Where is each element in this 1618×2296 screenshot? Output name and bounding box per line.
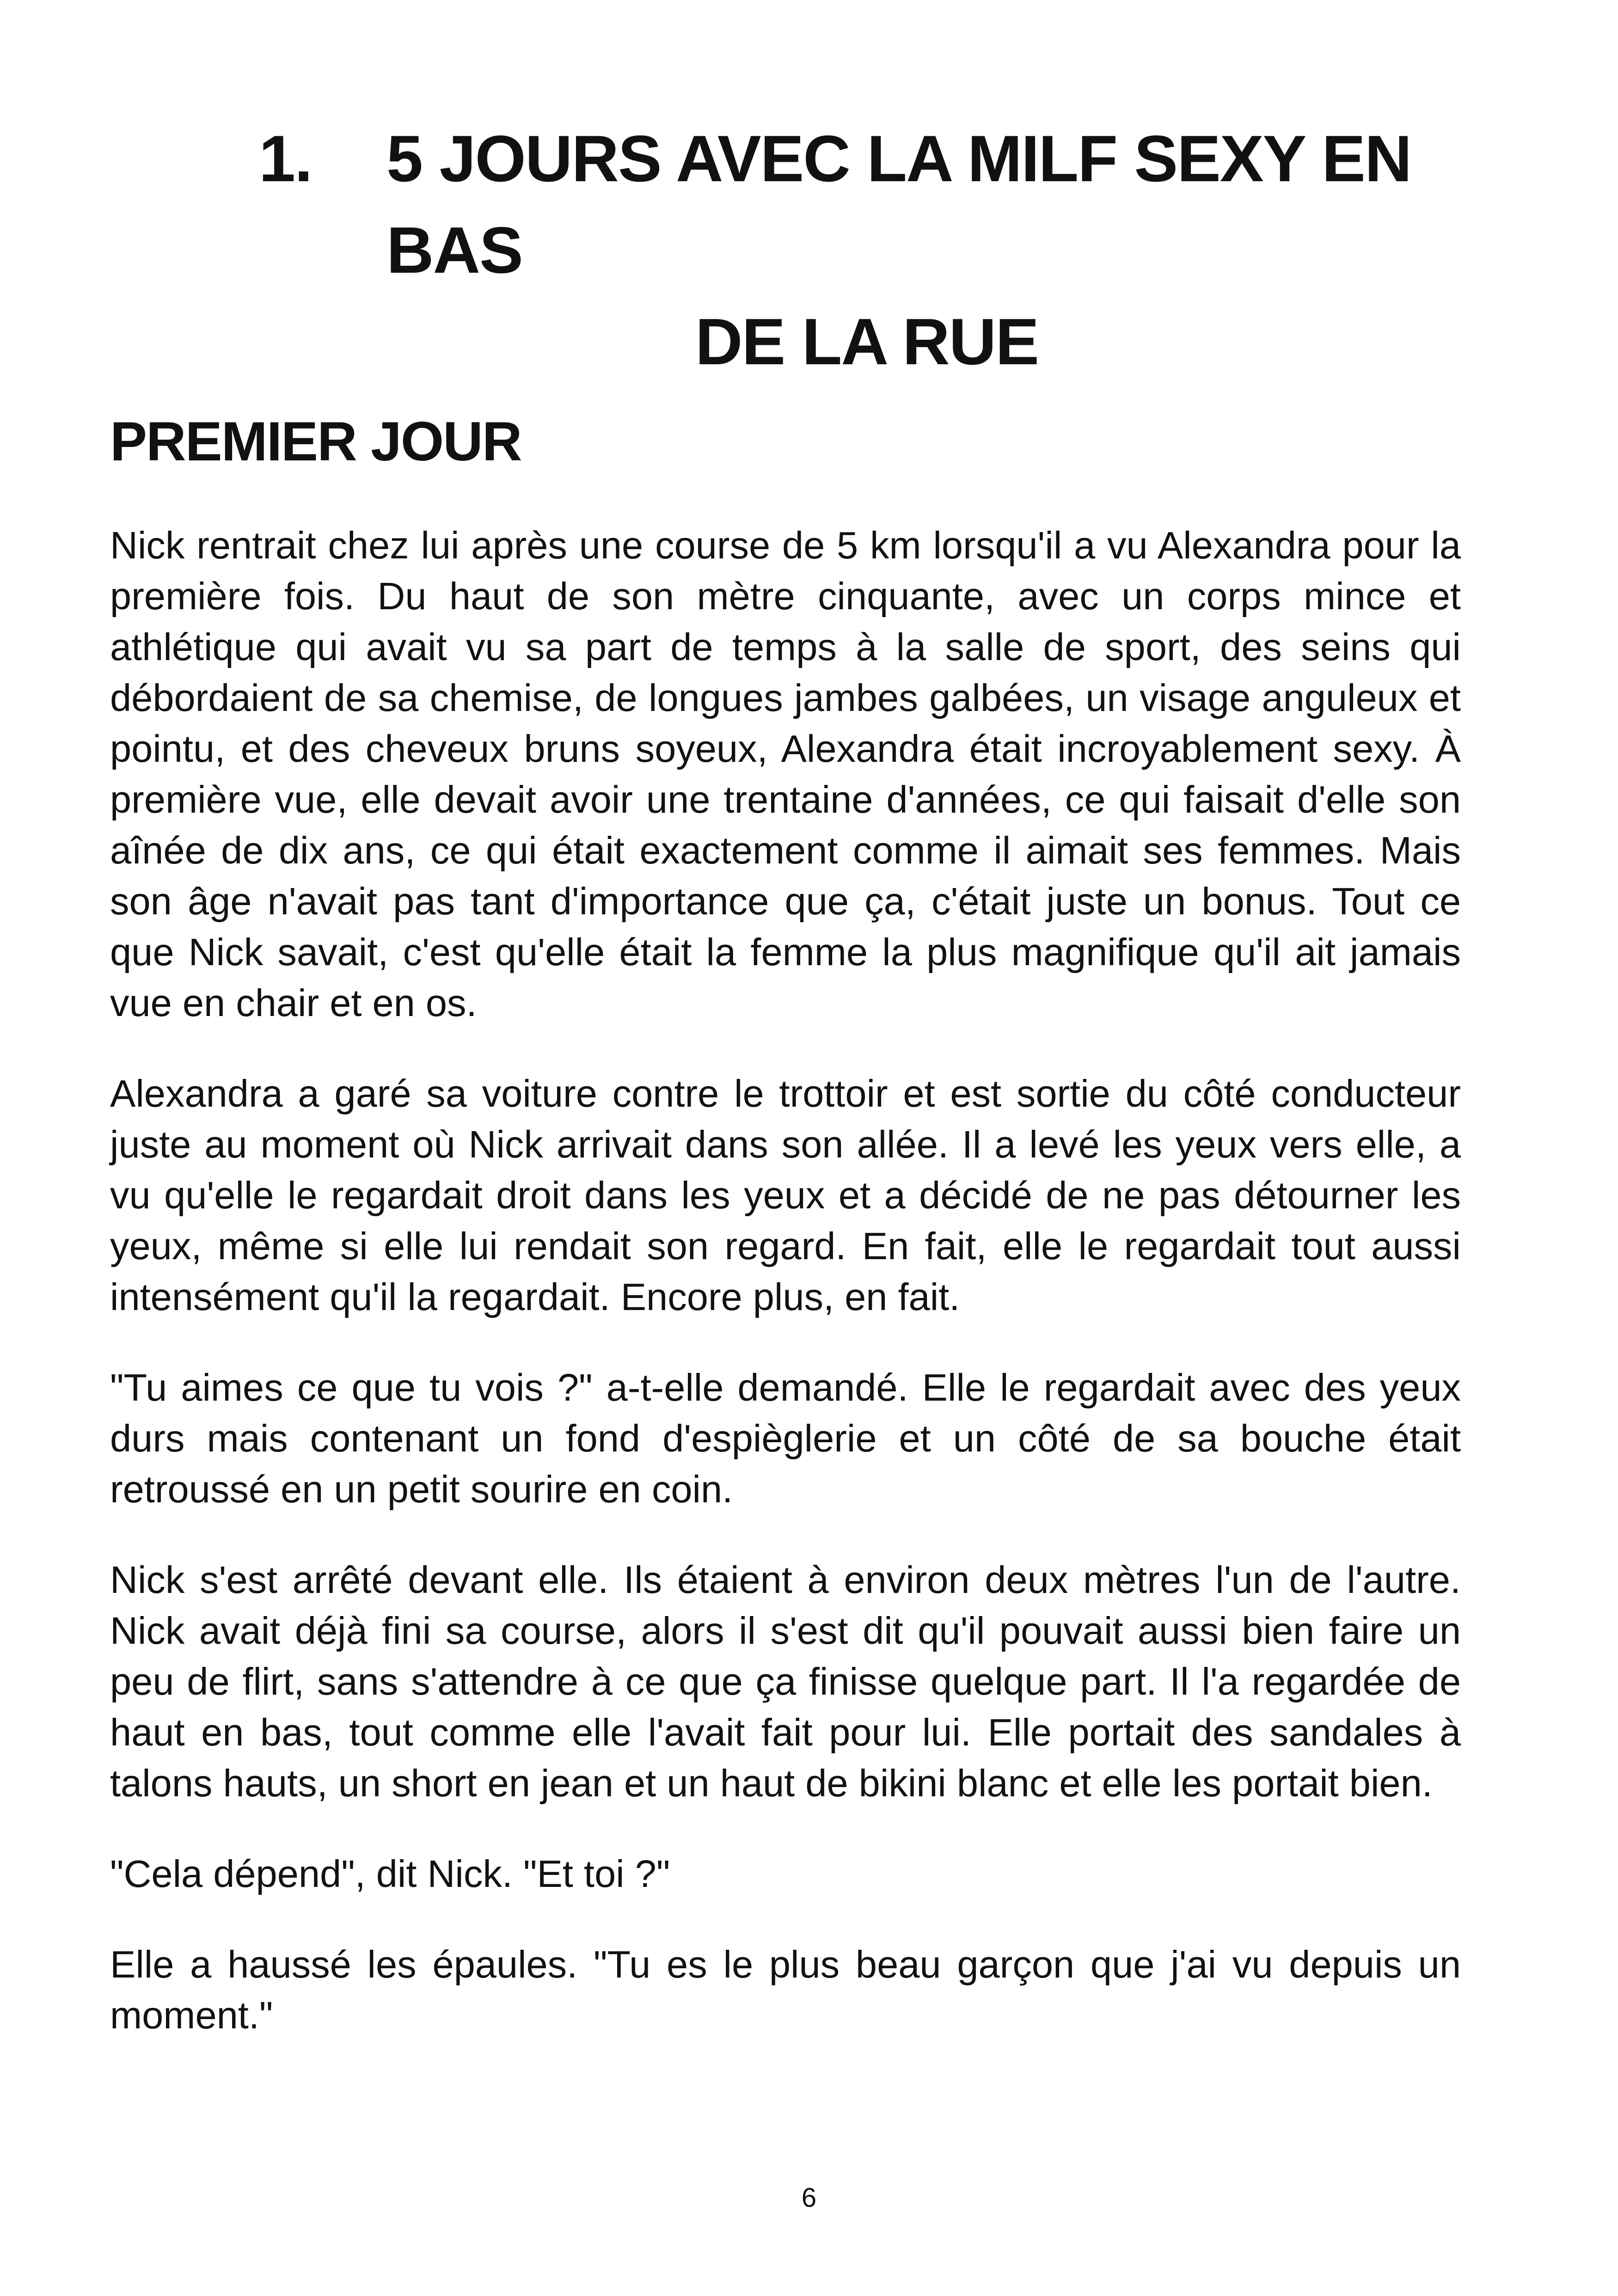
paragraph: Nick rentrait chez lui après une course de 5 km lorsqu'il a vu Alexandra pour la première fois. Du haut de son mètre cinquante, avec un corps mince et athlétique qui avait vu sa part de temps à la salle de sport, des seins qui débordaient de sa chemise, de longues jambes galbées, un visage anguleux et pointu, et des cheveux bruns soyeux, Alexandra était incroyablement sexy. À première vue, elle devait avoir une trentaine d'années, ce qui faisait d'elle son aînée de dix ans, ce qui était exactement comme il aimait ses femmes. Mais son âge n'avait pas tant d'importance que ça, c'était juste un bonus. Tout ce que Nick savait, c'est qu'elle était la femme la plus magnifique qu'il ait jamais vue en chair et en os. <box>110 524 1461 1024</box>
chapter-title <box>259 113 1470 388</box>
section-heading: PREMIER JOUR <box>110 410 521 472</box>
chapter-title-line-2: DE LA RUE <box>695 305 1038 379</box>
chapter-number: 1. <box>259 122 312 196</box>
chapter-title-text-1: 5 JOURS AVEC LA MILF SEXY EN BAS <box>386 122 1411 287</box>
paragraph: Elle a haussé les épaules. "Tu es le plus beau garçon que j'ai vu depuis un moment." <box>110 1943 1461 2037</box>
paragraph: Nick s'est arrêté devant elle. Ils étaient à environ deux mètres l'un de l'autre. Nick avait déjà fini sa course, alors il s'est dit qu'il pouvait aussi bien faire un peu de flirt, sans s'attendre à ce que ça finisse quelque part. Il l'a regardée de haut en bas, tout comme elle l'avait fait pour lui. Elle portait des sandales à talons hauts, un short en jean et un haut de bikini blanc et elle les portait bien. <box>110 1558 1461 1805</box>
body-text <box>110 520 1461 2081</box>
paragraph: "Tu aimes ce que tu vois ?" a-t-elle demandé. Elle le regardait avec des yeux durs mais contenant un fond d'espièglerie et un côté de sa bouche était retroussé en un petit sourire en coin. <box>110 1366 1461 1511</box>
chapter-title-line-1 <box>259 113 1470 296</box>
paragraph: "Cela dépend", dit Nick. "Et toi ?" <box>110 1852 670 1895</box>
page-number: 6 <box>801 2183 817 2213</box>
paragraph: Alexandra a garé sa voiture contre le trottoir et est sortie du côté conducteur juste au moment où Nick arrivait dans son allée. Il a levé les yeux vers elle, a vu qu'elle le regardait droit dans les yeux et a décidé de ne pas détourner les yeux, même si elle lui rendait son regard. En fait, elle le regardait tout aussi intensément qu'il la regardait. Encore plus, en fait. <box>110 1072 1461 1318</box>
